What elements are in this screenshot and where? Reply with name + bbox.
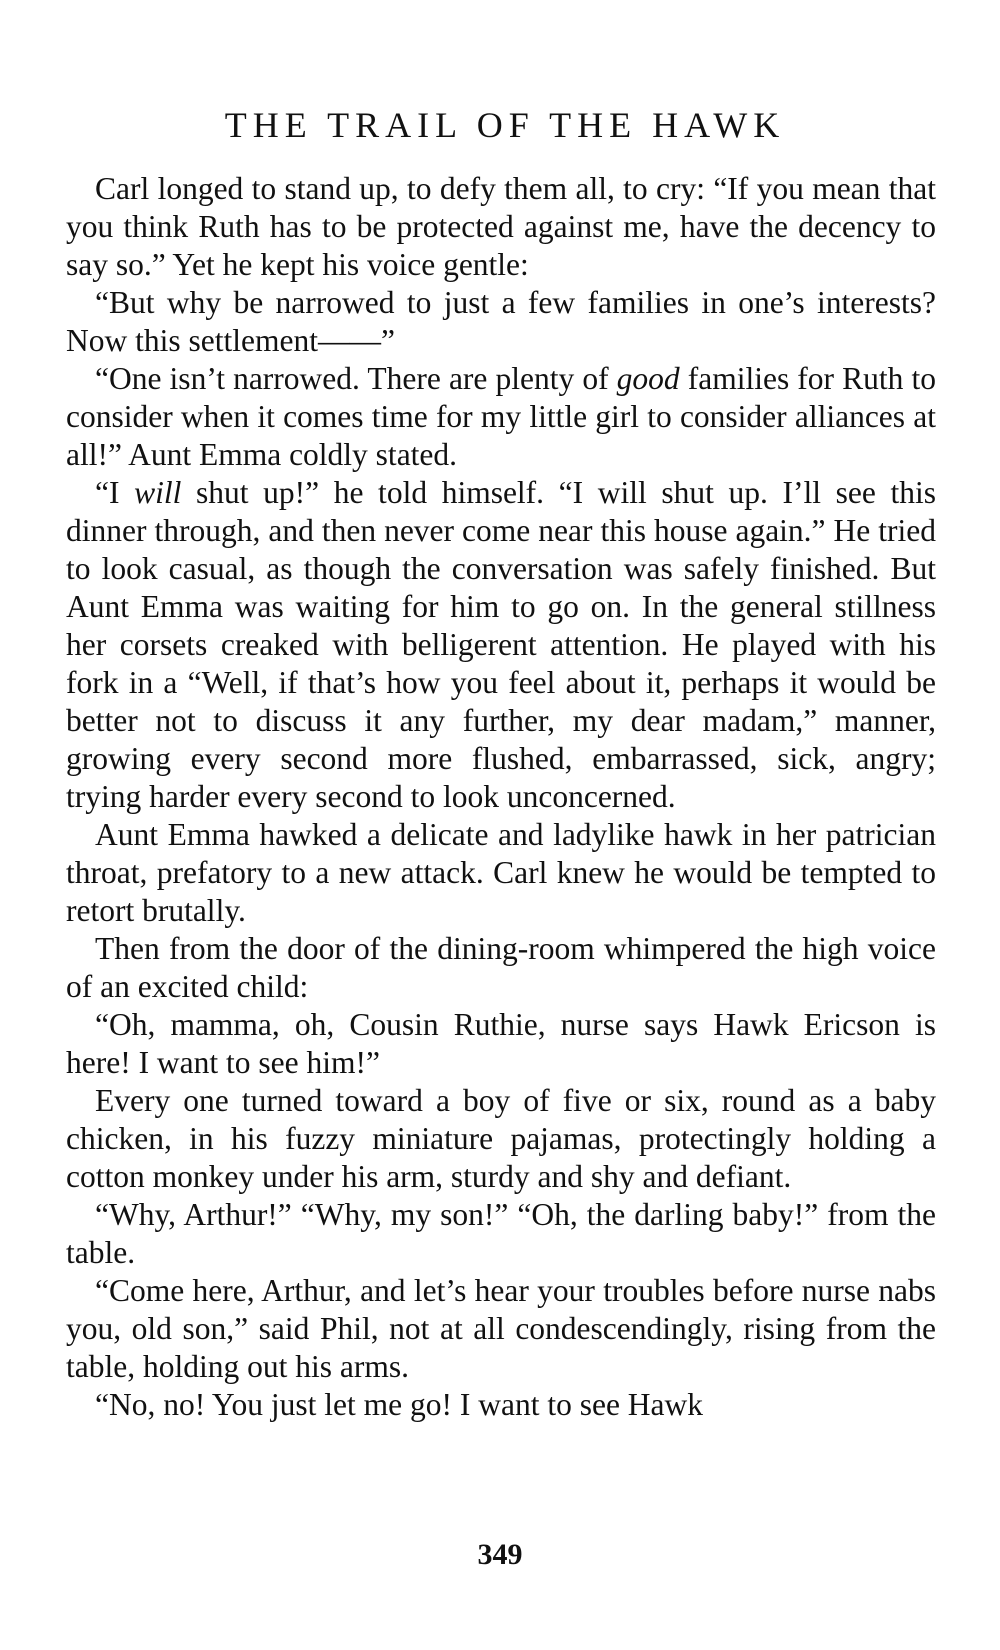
italic-emphasis: will [134,475,182,510]
page-number: 349 [477,1538,523,1571]
italic-emphasis: good [616,361,680,396]
running-head: THE TRAIL OF THE HAWK [224,105,786,145]
paragraph: Every one turned toward a boy of five or six, round as a baby chicken, in his fuzzy miniature pajamas, protectingly holding a cotton monkey under his arm, sturdy and shy and defiant. [66,1083,936,1194]
paragraph: “One isn’t narrowed. There are plenty of good families for Ruth to consider when it comes time for my little girl to consider alliances at all!” Aunt Emma coldly stated. [66,361,936,472]
paragraph: “But why be narrowed to just a few families in one’s interests? Now this settlement——” [66,285,936,358]
body-text [66,170,936,1424]
paragraph: Then from the door of the dining-room whimpered the high voice of an excited child: [66,931,936,1004]
paragraph: “No, no! You just let me go! I want to see Hawk [95,1387,704,1422]
paragraph: “Come here, Arthur, and let’s hear your troubles before nurse nabs you, old son,” said Phil, not at all condescendingly, rising from the table, holding out his arms. [66,1273,936,1384]
paragraph: “Oh, mamma, oh, Cousin Ruthie, nurse says Hawk Ericson is here! I want to see him!” [66,1007,936,1080]
paragraph: “Why, Arthur!” “Why, my son!” “Oh, the darling baby!” from the table. [66,1197,936,1270]
paragraph: Carl longed to stand up, to defy them all, to cry: “If you mean that you think Ruth has to be protected against me, have the decency to say so.” Yet he kept his voice gentle: [66,171,936,282]
paragraph: Aunt Emma hawked a delicate and ladylike hawk in her patrician throat, prefatory to a new attack. Carl knew he would be tempted to retort brutally. [66,817,936,928]
paragraph: “I will shut up!” he told himself. “I will shut up. I’ll see this dinner through, and then never come near this house again.” He tried to look casual, as though the conversation was safely finished. But Aunt Emma was waiting for him to go on. In the general stillness her corsets creaked with belligerent attention. He played with his fork in a “Well, if that’s how you feel about it, perhaps it would be better not to discuss it any further, my dear madam,” manner, growing every second more flushed, embarrassed, sick, angry; trying harder every second to look unconcerned. [66,475,936,814]
